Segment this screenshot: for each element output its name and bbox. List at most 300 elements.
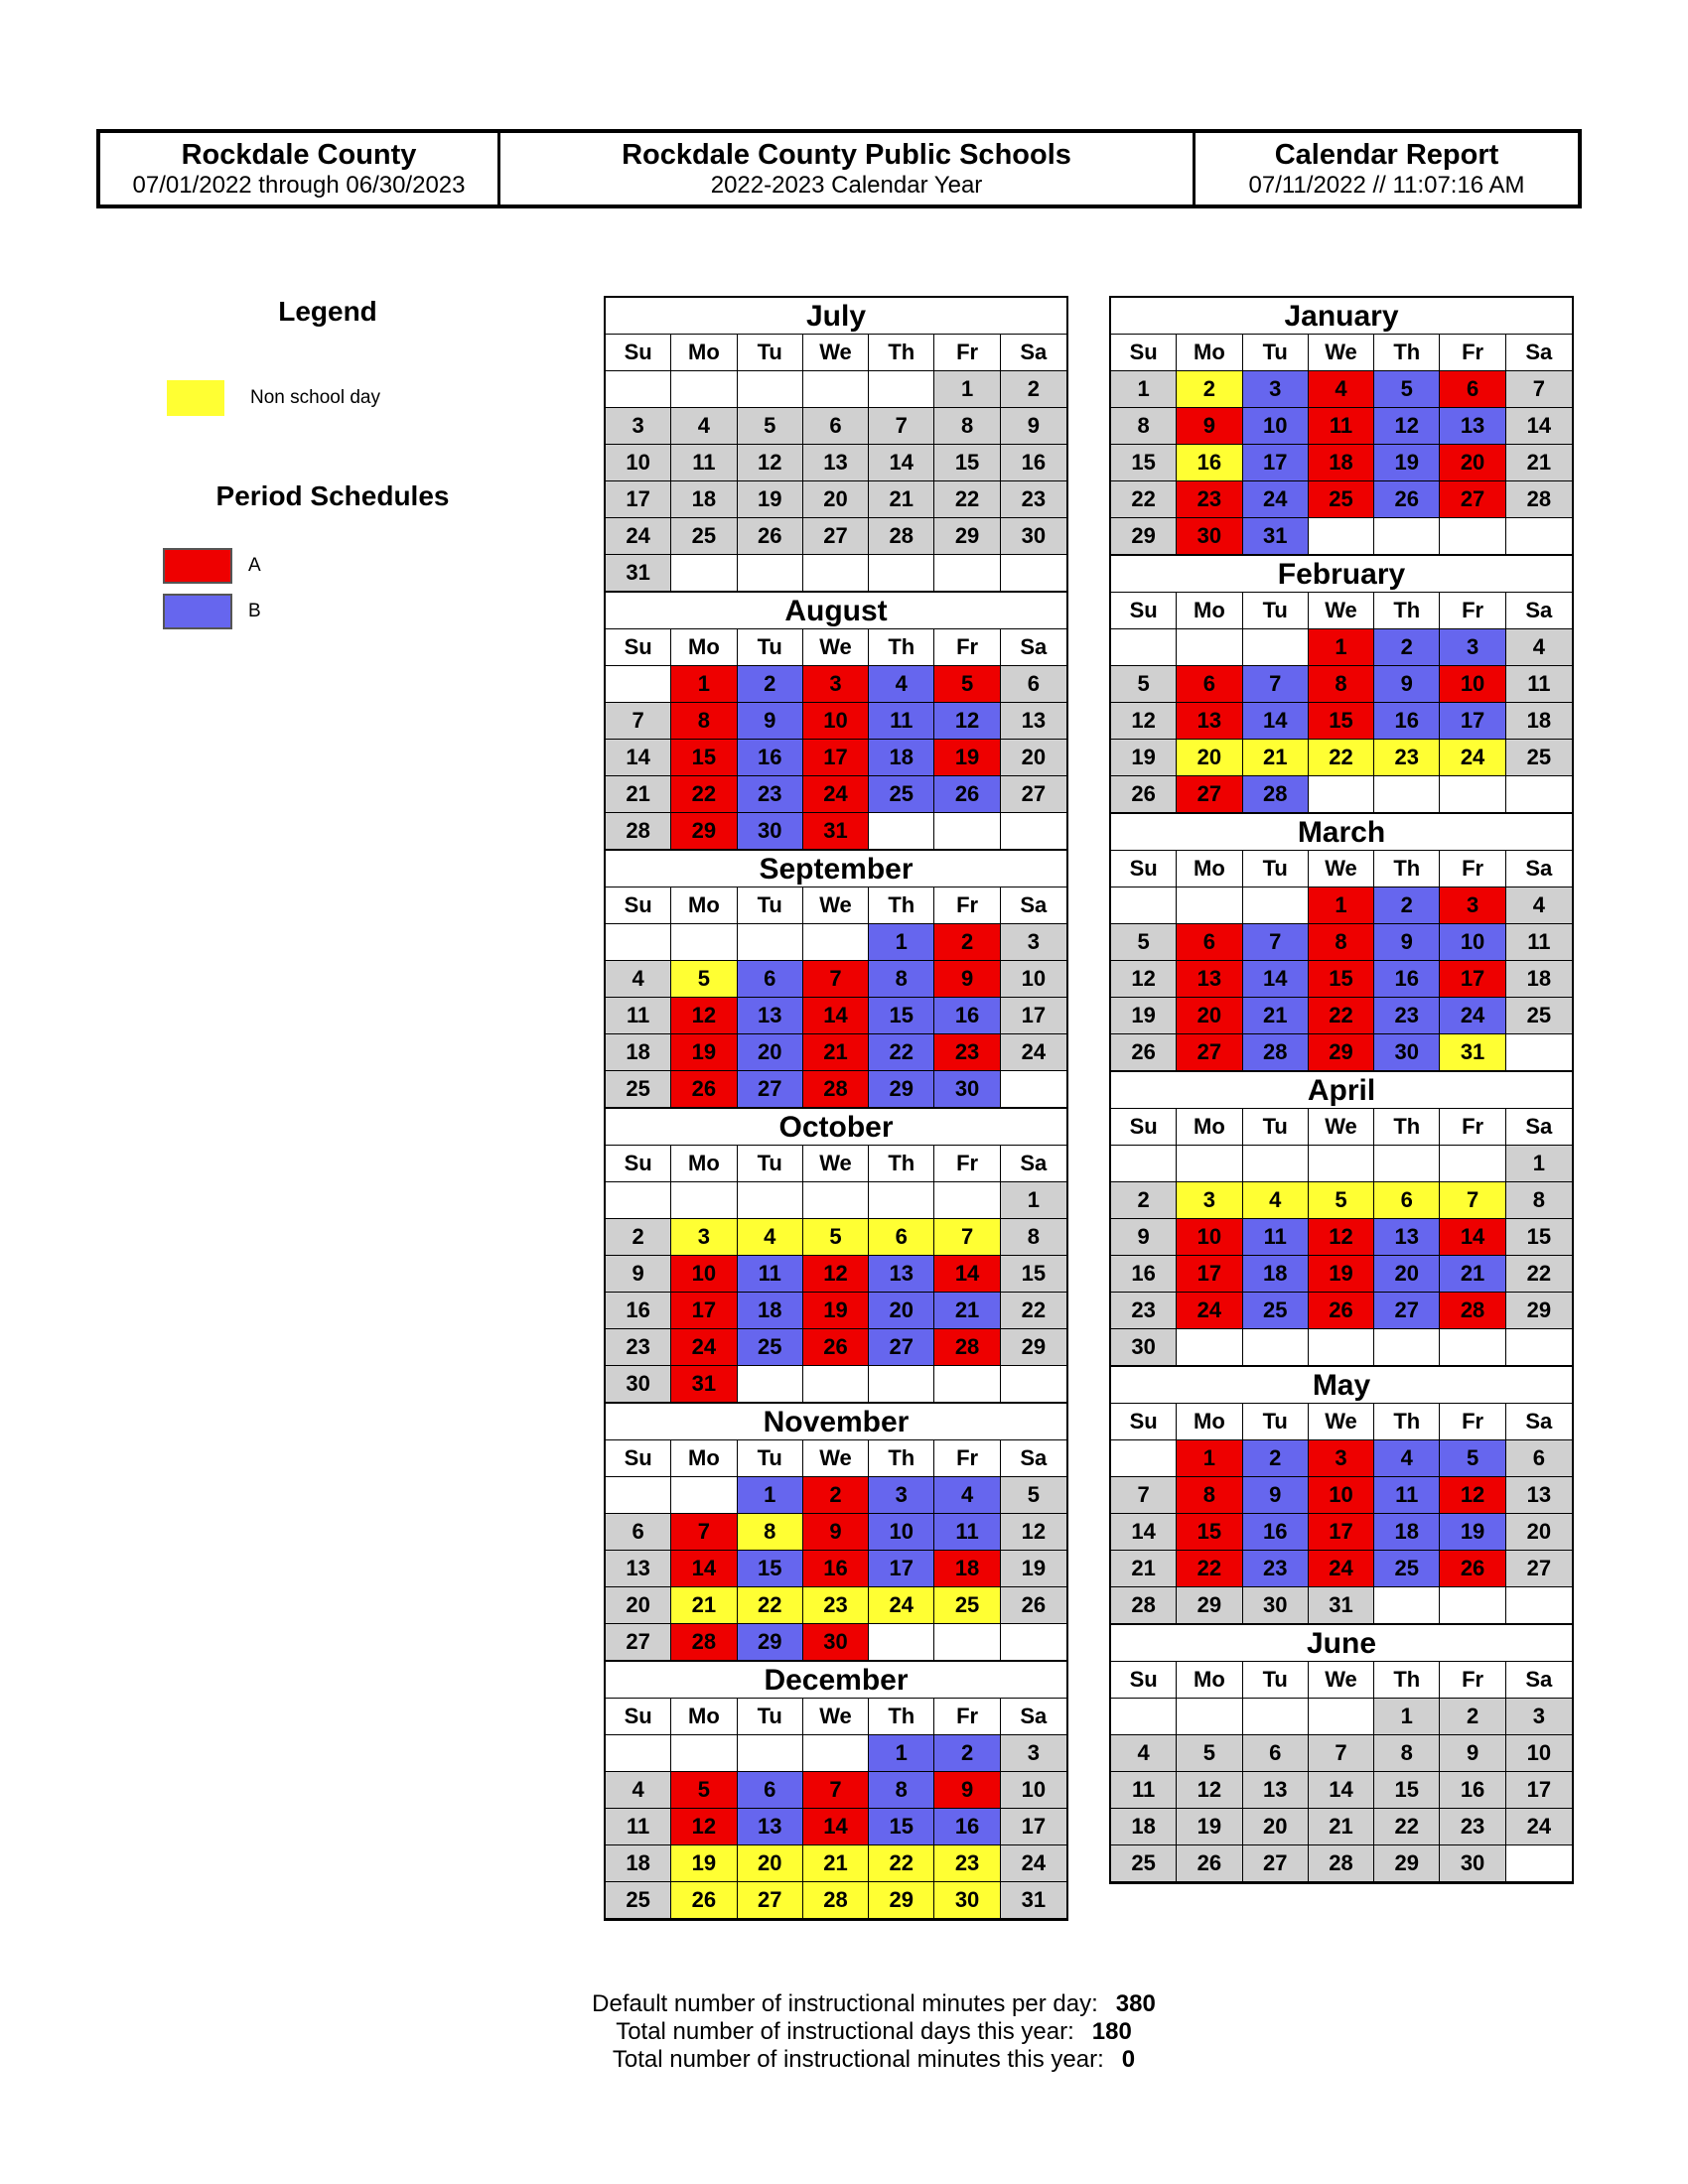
- day-cell: 4: [1309, 371, 1374, 408]
- day-cell: 24: [1506, 1809, 1572, 1845]
- weekday-header: We: [1309, 593, 1374, 629]
- day-cell: 10: [803, 703, 869, 740]
- day-cell: 16: [803, 1551, 869, 1587]
- day-cell: 28: [1506, 481, 1572, 518]
- month-title-september: September: [606, 850, 1066, 887]
- empty-day-cell: [1506, 1034, 1572, 1071]
- day-cell: 9: [1374, 924, 1440, 961]
- empty-day-cell: [803, 1182, 869, 1219]
- day-cell: 30: [1374, 1034, 1440, 1071]
- day-cell: 9: [1243, 1477, 1309, 1514]
- weekday-header: Th: [869, 887, 934, 924]
- day-cell: 25: [869, 776, 934, 813]
- day-cell: 16: [934, 998, 1000, 1034]
- day-cell: 20: [1177, 740, 1242, 776]
- day-cell: 5: [738, 408, 803, 445]
- month-grid-december: [606, 1699, 1066, 1919]
- weekday-header: Th: [1374, 851, 1440, 887]
- weekday-header: Sa: [1001, 629, 1066, 666]
- weekday-header: Su: [1111, 593, 1177, 629]
- day-cell: 10: [1001, 1772, 1066, 1809]
- day-cell: 3: [1506, 1699, 1572, 1735]
- day-cell: 12: [1374, 408, 1440, 445]
- weekday-header: Sa: [1506, 1404, 1572, 1440]
- day-cell: 8: [869, 961, 934, 998]
- empty-day-cell: [869, 555, 934, 592]
- day-cell: 9: [1001, 408, 1066, 445]
- day-cell: 18: [1309, 445, 1374, 481]
- day-cell: 17: [606, 481, 671, 518]
- weekday-header: Tu: [738, 335, 803, 371]
- day-cell: 25: [606, 1071, 671, 1108]
- weekday-header: Tu: [738, 629, 803, 666]
- day-cell: 16: [606, 1293, 671, 1329]
- day-cell: 12: [803, 1256, 869, 1293]
- instructional-days-label: Total number of instructional days this year:: [616, 2018, 1074, 2045]
- empty-day-cell: [1374, 1587, 1440, 1624]
- period-schedules-title: Period Schedules: [215, 480, 450, 511]
- day-cell: 6: [1177, 924, 1242, 961]
- day-cell: 24: [1001, 1845, 1066, 1882]
- month-grid-january: [1111, 335, 1572, 555]
- empty-day-cell: [738, 924, 803, 961]
- day-cell: 16: [1374, 961, 1440, 998]
- empty-day-cell: [1506, 518, 1572, 555]
- day-cell: 31: [1243, 518, 1309, 555]
- day-cell: 22: [869, 1034, 934, 1071]
- month-title-july: July: [606, 298, 1066, 335]
- month-grid-july: [606, 335, 1066, 592]
- day-cell: 12: [671, 998, 737, 1034]
- day-cell: 1: [1001, 1182, 1066, 1219]
- day-cell: 13: [1243, 1772, 1309, 1809]
- day-cell: 3: [1177, 1182, 1242, 1219]
- day-cell: 26: [671, 1882, 737, 1919]
- empty-day-cell: [1309, 776, 1374, 813]
- empty-day-cell: [934, 813, 1000, 850]
- day-cell: 28: [934, 1329, 1000, 1366]
- day-cell: 17: [1243, 445, 1309, 481]
- day-cell: 13: [869, 1256, 934, 1293]
- day-cell: 22: [671, 776, 737, 813]
- empty-day-cell: [1374, 1146, 1440, 1182]
- weekday-header: Sa: [1506, 851, 1572, 887]
- weekday-header: Th: [869, 1440, 934, 1477]
- day-cell: 29: [1374, 1845, 1440, 1882]
- empty-day-cell: [606, 1477, 671, 1514]
- weekday-header: Mo: [1177, 593, 1242, 629]
- day-cell: 3: [671, 1219, 737, 1256]
- day-cell: 19: [934, 740, 1000, 776]
- day-cell: 19: [671, 1845, 737, 1882]
- empty-day-cell: [1001, 1071, 1066, 1108]
- empty-day-cell: [738, 1366, 803, 1403]
- day-cell: 21: [934, 1293, 1000, 1329]
- weekday-header: Sa: [1001, 335, 1066, 371]
- day-cell: 13: [1440, 408, 1505, 445]
- empty-day-cell: [671, 1477, 737, 1514]
- day-cell: 20: [738, 1034, 803, 1071]
- day-cell: 24: [606, 518, 671, 555]
- day-cell: 2: [1111, 1182, 1177, 1219]
- day-cell: 21: [803, 1034, 869, 1071]
- day-cell: 30: [1177, 518, 1242, 555]
- empty-day-cell: [1506, 1329, 1572, 1366]
- empty-day-cell: [869, 1366, 934, 1403]
- day-cell: 30: [934, 1071, 1000, 1108]
- day-cell: 7: [671, 1514, 737, 1551]
- day-cell: 18: [934, 1551, 1000, 1587]
- day-cell: 28: [803, 1882, 869, 1919]
- day-cell: 30: [803, 1624, 869, 1661]
- day-cell: 3: [1001, 924, 1066, 961]
- day-cell: 2: [803, 1477, 869, 1514]
- month-title-january: January: [1111, 298, 1572, 335]
- day-cell: 4: [671, 408, 737, 445]
- day-cell: 15: [1177, 1514, 1242, 1551]
- day-cell: 4: [1506, 887, 1572, 924]
- day-cell: 5: [1001, 1477, 1066, 1514]
- day-cell: 22: [1177, 1551, 1242, 1587]
- empty-day-cell: [1111, 887, 1177, 924]
- empty-day-cell: [1506, 1845, 1572, 1882]
- day-cell: 8: [869, 1772, 934, 1809]
- weekday-header: Su: [1111, 1109, 1177, 1146]
- day-cell: 16: [1001, 445, 1066, 481]
- day-cell: 7: [869, 408, 934, 445]
- weekday-header: Fr: [934, 1699, 1000, 1735]
- instructional-summary: [477, 1990, 1271, 2074]
- day-cell: 14: [934, 1256, 1000, 1293]
- day-cell: 24: [671, 1329, 737, 1366]
- empty-day-cell: [869, 371, 934, 408]
- empty-day-cell: [738, 1735, 803, 1772]
- empty-day-cell: [1243, 1146, 1309, 1182]
- empty-day-cell: [1001, 555, 1066, 592]
- day-cell: 20: [869, 1293, 934, 1329]
- empty-day-cell: [1374, 776, 1440, 813]
- day-cell: 7: [1243, 924, 1309, 961]
- weekday-header: Su: [606, 335, 671, 371]
- day-cell: 27: [869, 1329, 934, 1366]
- day-cell: 15: [738, 1551, 803, 1587]
- empty-day-cell: [1243, 1699, 1309, 1735]
- day-cell: 12: [1309, 1219, 1374, 1256]
- day-cell: 3: [1309, 1440, 1374, 1477]
- weekday-header: Fr: [934, 335, 1000, 371]
- day-cell: 8: [1001, 1219, 1066, 1256]
- day-cell: 3: [869, 1477, 934, 1514]
- day-cell: 15: [1309, 703, 1374, 740]
- period-a-label: A: [248, 555, 261, 576]
- day-cell: 28: [1243, 776, 1309, 813]
- month-title-february: February: [1111, 555, 1572, 593]
- empty-day-cell: [1440, 518, 1505, 555]
- day-cell: 25: [1506, 740, 1572, 776]
- day-cell: 8: [1506, 1182, 1572, 1219]
- day-cell: 6: [1001, 666, 1066, 703]
- day-cell: 30: [1440, 1845, 1505, 1882]
- day-cell: 13: [606, 1551, 671, 1587]
- day-cell: 19: [1111, 998, 1177, 1034]
- weekday-header: Fr: [1440, 335, 1505, 371]
- day-cell: 18: [1506, 961, 1572, 998]
- day-cell: 24: [1440, 740, 1505, 776]
- day-cell: 5: [934, 666, 1000, 703]
- day-cell: 30: [1001, 518, 1066, 555]
- empty-day-cell: [803, 555, 869, 592]
- weekday-header: We: [803, 887, 869, 924]
- day-cell: 27: [1177, 776, 1242, 813]
- empty-day-cell: [606, 666, 671, 703]
- weekday-header: We: [803, 1440, 869, 1477]
- day-cell: 24: [1440, 998, 1505, 1034]
- day-cell: 10: [1001, 961, 1066, 998]
- day-cell: 15: [1309, 961, 1374, 998]
- day-cell: 29: [869, 1071, 934, 1108]
- day-cell: 2: [1374, 629, 1440, 666]
- day-cell: 9: [1374, 666, 1440, 703]
- weekday-header: Sa: [1001, 1699, 1066, 1735]
- day-cell: 17: [1506, 1772, 1572, 1809]
- day-cell: 21: [1243, 740, 1309, 776]
- day-cell: 13: [738, 998, 803, 1034]
- day-cell: 16: [1111, 1256, 1177, 1293]
- day-cell: 10: [1177, 1219, 1242, 1256]
- day-cell: 22: [934, 481, 1000, 518]
- day-cell: 29: [1001, 1329, 1066, 1366]
- day-cell: 11: [1506, 924, 1572, 961]
- day-cell: 7: [934, 1219, 1000, 1256]
- weekday-header: Th: [1374, 593, 1440, 629]
- empty-day-cell: [1374, 518, 1440, 555]
- day-cell: 29: [1111, 518, 1177, 555]
- month-grid-march: [1111, 851, 1572, 1071]
- day-cell: 28: [1440, 1293, 1505, 1329]
- legend-non-school: [167, 380, 380, 416]
- day-cell: 5: [671, 1772, 737, 1809]
- empty-day-cell: [1001, 1366, 1066, 1403]
- empty-day-cell: [1111, 1699, 1177, 1735]
- day-cell: 23: [1374, 740, 1440, 776]
- day-cell: 1: [1506, 1146, 1572, 1182]
- legend-title: Legend: [278, 296, 377, 327]
- empty-day-cell: [934, 1624, 1000, 1661]
- day-cell: 1: [869, 1735, 934, 1772]
- day-cell: 6: [803, 408, 869, 445]
- legend-period-a: [163, 548, 261, 584]
- day-cell: 7: [803, 961, 869, 998]
- day-cell: 14: [1243, 703, 1309, 740]
- day-cell: 14: [606, 740, 671, 776]
- day-cell: 20: [803, 481, 869, 518]
- weekday-header: We: [803, 1146, 869, 1182]
- day-cell: 6: [738, 1772, 803, 1809]
- day-cell: 25: [738, 1329, 803, 1366]
- empty-day-cell: [1001, 1624, 1066, 1661]
- weekday-header: Tu: [1243, 1109, 1309, 1146]
- weekday-header: Mo: [671, 887, 737, 924]
- day-cell: 17: [1177, 1256, 1242, 1293]
- empty-day-cell: [738, 371, 803, 408]
- period-a-swatch: [163, 548, 232, 584]
- weekday-header: Th: [869, 1699, 934, 1735]
- day-cell: 12: [1440, 1477, 1505, 1514]
- day-cell: 28: [671, 1624, 737, 1661]
- day-cell: 10: [1506, 1735, 1572, 1772]
- weekday-header: Th: [1374, 335, 1440, 371]
- day-cell: 25: [1309, 481, 1374, 518]
- day-cell: 12: [1001, 1514, 1066, 1551]
- weekday-header: Th: [869, 1146, 934, 1182]
- day-cell: 7: [1309, 1735, 1374, 1772]
- day-cell: 16: [1243, 1514, 1309, 1551]
- day-cell: 6: [1374, 1182, 1440, 1219]
- empty-day-cell: [1440, 1587, 1505, 1624]
- empty-day-cell: [1177, 629, 1242, 666]
- day-cell: 2: [738, 666, 803, 703]
- day-cell: 7: [606, 703, 671, 740]
- day-cell: 12: [1177, 1772, 1242, 1809]
- day-cell: 15: [869, 1809, 934, 1845]
- day-cell: 7: [1440, 1182, 1505, 1219]
- day-cell: 8: [1309, 666, 1374, 703]
- district-name: Rockdale County: [181, 139, 417, 171]
- day-cell: 24: [803, 776, 869, 813]
- weekday-header: Fr: [1440, 1662, 1505, 1699]
- day-cell: 14: [1111, 1514, 1177, 1551]
- day-cell: 2: [1374, 887, 1440, 924]
- weekday-header: Sa: [1506, 335, 1572, 371]
- empty-day-cell: [606, 371, 671, 408]
- month-title-march: March: [1111, 813, 1572, 851]
- legend-period-b: [163, 594, 261, 629]
- day-cell: 23: [934, 1034, 1000, 1071]
- month-title-october: October: [606, 1108, 1066, 1146]
- instructional-days-value: 180: [1091, 2018, 1132, 2045]
- empty-day-cell: [1243, 1329, 1309, 1366]
- empty-day-cell: [803, 1735, 869, 1772]
- non-school-label: Non school day: [250, 387, 380, 408]
- empty-day-cell: [869, 1182, 934, 1219]
- day-cell: 21: [1111, 1551, 1177, 1587]
- day-cell: 11: [606, 998, 671, 1034]
- day-cell: 1: [1177, 1440, 1242, 1477]
- day-cell: 16: [1440, 1772, 1505, 1809]
- day-cell: 17: [1440, 703, 1505, 740]
- day-cell: 4: [606, 961, 671, 998]
- day-cell: 22: [869, 1845, 934, 1882]
- day-cell: 20: [1243, 1809, 1309, 1845]
- month-grid-april: [1111, 1109, 1572, 1366]
- day-cell: 21: [606, 776, 671, 813]
- day-cell: 29: [869, 1882, 934, 1919]
- weekday-header: We: [1309, 1109, 1374, 1146]
- minutes-per-day-value: 380: [1115, 1990, 1156, 2017]
- day-cell: 23: [934, 1845, 1000, 1882]
- day-cell: 23: [803, 1587, 869, 1624]
- weekday-header: Tu: [738, 1440, 803, 1477]
- day-cell: 9: [606, 1256, 671, 1293]
- weekday-header: Sa: [1506, 1662, 1572, 1699]
- day-cell: 5: [1440, 1440, 1505, 1477]
- weekday-header: Fr: [934, 1146, 1000, 1182]
- day-cell: 31: [1440, 1034, 1505, 1071]
- month-title-april: April: [1111, 1071, 1572, 1109]
- day-cell: 22: [738, 1587, 803, 1624]
- day-cell: 10: [671, 1256, 737, 1293]
- day-cell: 2: [934, 1735, 1000, 1772]
- day-cell: 27: [738, 1071, 803, 1108]
- day-cell: 13: [1506, 1477, 1572, 1514]
- day-cell: 27: [1440, 481, 1505, 518]
- day-cell: 4: [1506, 629, 1572, 666]
- day-cell: 13: [1177, 961, 1242, 998]
- weekday-header: Su: [606, 1440, 671, 1477]
- day-cell: 18: [738, 1293, 803, 1329]
- day-cell: 25: [606, 1882, 671, 1919]
- day-cell: 5: [671, 961, 737, 998]
- weekday-header: Tu: [738, 887, 803, 924]
- day-cell: 8: [738, 1514, 803, 1551]
- day-cell: 12: [1111, 703, 1177, 740]
- day-cell: 17: [1440, 961, 1505, 998]
- day-cell: 14: [803, 998, 869, 1034]
- empty-day-cell: [1309, 1699, 1374, 1735]
- day-cell: 22: [1506, 1256, 1572, 1293]
- day-cell: 21: [803, 1845, 869, 1882]
- day-cell: 1: [738, 1477, 803, 1514]
- empty-day-cell: [934, 1182, 1000, 1219]
- day-cell: 6: [738, 961, 803, 998]
- weekday-header: Su: [1111, 851, 1177, 887]
- weekday-header: Th: [869, 629, 934, 666]
- day-cell: 23: [1001, 481, 1066, 518]
- empty-day-cell: [803, 1366, 869, 1403]
- weekday-header: Mo: [1177, 1662, 1242, 1699]
- day-cell: 21: [671, 1587, 737, 1624]
- day-cell: 24: [1001, 1034, 1066, 1071]
- day-cell: 27: [1177, 1034, 1242, 1071]
- day-cell: 6: [1506, 1440, 1572, 1477]
- weekday-header: Sa: [1001, 887, 1066, 924]
- day-cell: 30: [1243, 1587, 1309, 1624]
- weekday-header: Th: [1374, 1662, 1440, 1699]
- day-cell: 9: [934, 1772, 1000, 1809]
- day-cell: 3: [606, 408, 671, 445]
- day-cell: 31: [803, 813, 869, 850]
- day-cell: 1: [1374, 1699, 1440, 1735]
- header-school-system: [497, 133, 1193, 205]
- day-cell: 8: [671, 703, 737, 740]
- day-cell: 19: [671, 1034, 737, 1071]
- day-cell: 31: [671, 1366, 737, 1403]
- weekday-header: Mo: [671, 629, 737, 666]
- empty-day-cell: [1309, 518, 1374, 555]
- weekday-header: We: [803, 1699, 869, 1735]
- weekday-header: Th: [1374, 1109, 1440, 1146]
- calendar-year: 2022-2023 Calendar Year: [710, 172, 983, 199]
- day-cell: 28: [1111, 1587, 1177, 1624]
- empty-day-cell: [671, 1735, 737, 1772]
- day-cell: 14: [869, 445, 934, 481]
- empty-day-cell: [671, 371, 737, 408]
- day-cell: 22: [1309, 998, 1374, 1034]
- month-grid-october: [606, 1146, 1066, 1403]
- header-report: [1193, 133, 1578, 205]
- day-cell: 21: [1243, 998, 1309, 1034]
- day-cell: 1: [671, 666, 737, 703]
